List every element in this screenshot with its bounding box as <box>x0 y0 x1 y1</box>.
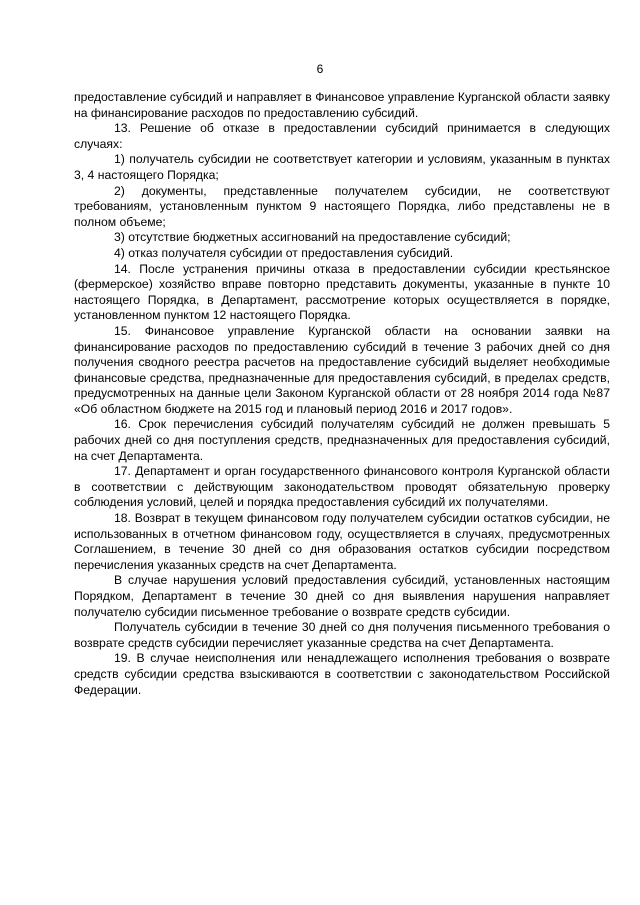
paragraph-continuation: предоставление субсидий и направляет в Финансовое управление Курганской области заявку на финансирование расходов по предоставлению субсидий. <box>74 90 610 120</box>
paragraph-13-item-1: 1) получатель субсидии не соответствует категории и условиям, указанным в пунктах 3, 4 настоящего Порядка; <box>74 152 610 182</box>
paragraph-15: 15. Финансовое управление Курганской области на основании заявки на финансирование расходов по предоставлению субсидий в течение 3 рабочих дней со дня получения сводного реестра расчетов на предоставление субсидий выделяет необходимые финансовые средства, предназначенные для предоставления субсидий, в пределах средств, предусмотренных на данные цели Законом Курганской области от 28 ноября 2014 года №87 «Об областном бюджете на 2015 год и плановый период 2016 и 2017 годов». <box>74 323 610 416</box>
paragraph-17: 17. Департамент и орган государственного финансового контроля Курганской области в соответствии с действующим законодательством проводят обязательную проверку соблюдения условий, целей и порядка предоставления субсидий их получателями. <box>74 464 610 510</box>
paragraph-18-refund: Получатель субсидии в течение 30 дней со дня получения письменного требования о возврате средств субсидии перечисляет указанные средства на счет Департамента. <box>74 620 610 650</box>
paragraph-19: 19. В случае неисполнения или ненадлежащего исполнения требования о возврате средств субсидии средства взыскиваются в соответствии с законодательством Российской Федерации. <box>74 651 610 697</box>
page-number: 6 <box>316 62 324 76</box>
paragraph-13-item-4: 4) отказ получателя субсидии от предоставления субсидий. <box>114 245 454 260</box>
paragraph-18-violation: В случае нарушения условий предоставления субсидий, установленных настоящим Порядком, Департамент в течение 30 дней со дня выявления нарушения направляет получателю субсидии письменное требование о возврате средств субсидии. <box>74 573 610 619</box>
paragraph-18: 18. Возврат в текущем финансовом году получателем субсидии остатков субсидии, не использованных в отчетном финансовом году, осуществляется в случаях, предусмотренных Соглашением, в течение 30 дней со дня образования остатков субсидии посредством перечисления указанных средств на счет Департамента. <box>74 511 610 572</box>
paragraph-13-item-3: 3) отсутствие бюджетных ассигнований на предоставление субсидий; <box>114 230 511 245</box>
paragraph-13: 13. Решение об отказе в предоставлении субсидий принимается в следующих случаях: <box>74 121 610 151</box>
document-body <box>74 90 610 698</box>
paragraph-13-item-2: 2) документы, представленные получателем субсидии, не соответствуют требованиям, установленным пунктом 9 настоящего Порядка, либо представлены не в полном объеме; <box>74 183 610 229</box>
paragraph-16: 16. Срок перечисления субсидий получателям субсидий не должен превышать 5 рабочих дней со дня поступления средств, предназначенных для предоставления субсидий, на счет Департамента. <box>74 417 610 463</box>
paragraph-14: 14. После устранения причины отказа в предоставлении субсидии крестьянское (фермерское) хозяйство вправе повторно представить документы, указанные в пункте 10 настоящего Порядка, в Департамент, рассмотрение которых осуществляется в порядке, установленном пунктом 12 настоящего Порядка. <box>74 261 610 323</box>
